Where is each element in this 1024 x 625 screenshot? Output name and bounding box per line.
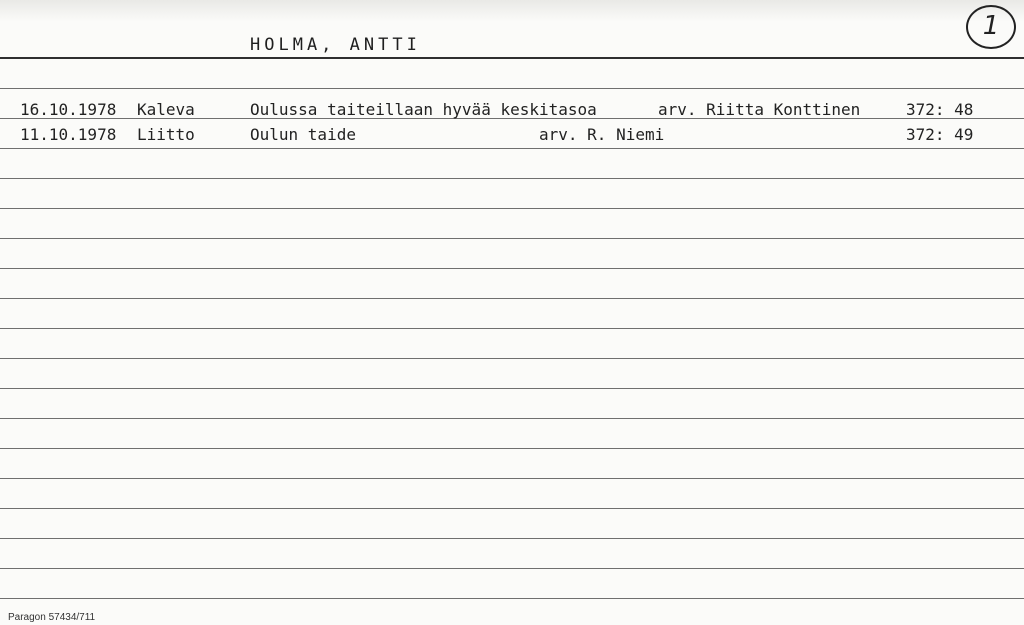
top-edge-shadow: [0, 0, 1024, 22]
entry-reviewer: arv. Riitta Konttinen: [658, 100, 861, 119]
entry-row: [0, 100, 1024, 124]
entry-reference: 372: 49: [906, 125, 974, 144]
ruled-line: [0, 88, 1024, 89]
header-rule: [0, 57, 1024, 59]
printer-mark: Paragon 57434/711: [8, 612, 96, 623]
ruled-line: [0, 298, 1024, 299]
entry-source: Liitto: [137, 125, 195, 144]
ruled-line: [0, 208, 1024, 209]
entry-title: Oulussa taiteillaan hyvää keskitasoa: [250, 100, 597, 119]
ruled-line: [0, 358, 1024, 359]
ruled-line: [0, 418, 1024, 419]
entry-row: [0, 125, 1024, 149]
entry-reference: 372: 48: [906, 100, 974, 119]
card-heading-name: HOLMA, ANTTI: [250, 35, 421, 55]
ruled-line: [0, 598, 1024, 599]
card-number-circle: 1: [966, 5, 1016, 49]
ruled-line: [0, 538, 1024, 539]
ruled-line: [0, 178, 1024, 179]
entry-source: Kaleva: [137, 100, 195, 119]
ruled-line: [0, 568, 1024, 569]
ruled-line: [0, 478, 1024, 479]
entry-date: 11.10.1978: [20, 125, 117, 144]
entry-reviewer: arv. R. Niemi: [539, 125, 665, 144]
ruled-line: [0, 388, 1024, 389]
entry-title: Oulun taide: [250, 125, 356, 144]
ruled-line: [0, 328, 1024, 329]
ruled-line: [0, 268, 1024, 269]
ruled-line: [0, 448, 1024, 449]
entry-date: 16.10.1978: [20, 100, 117, 119]
ruled-line: [0, 238, 1024, 239]
ruled-line: [0, 508, 1024, 509]
